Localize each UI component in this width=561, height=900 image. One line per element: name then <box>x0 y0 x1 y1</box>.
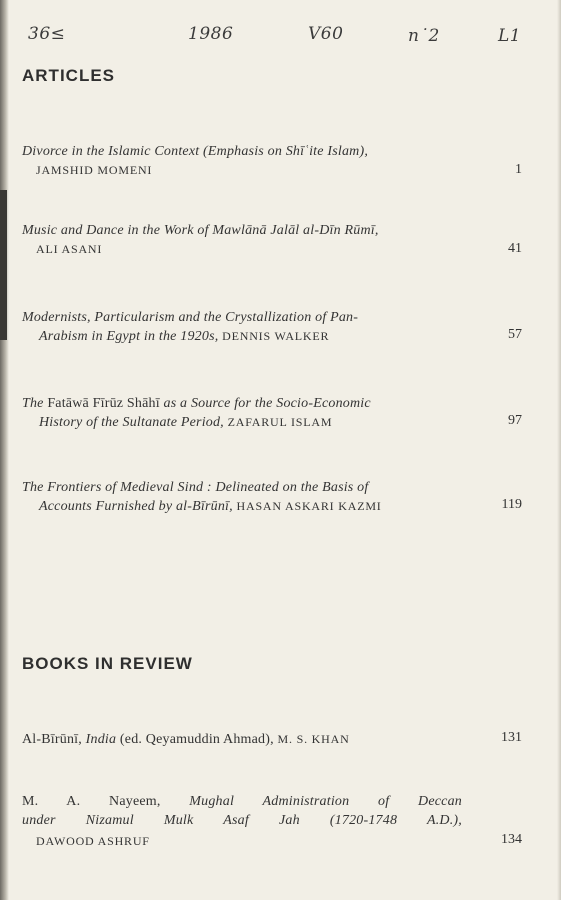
review-author: DAWOOD ASHRUF <box>36 834 150 848</box>
article-entry <box>22 308 522 346</box>
article-author: ALI ASANI <box>36 242 103 256</box>
book-title: Mughal Administration of Deccan <box>189 794 462 809</box>
article-author: DENNIS WALKER <box>222 329 330 343</box>
articles-heading: ARTICLES <box>22 66 115 85</box>
page-number: 131 <box>501 730 522 745</box>
page-number: 41 <box>508 241 522 256</box>
page-number: 119 <box>501 497 522 512</box>
article-entry <box>22 478 522 516</box>
review-entry <box>22 792 522 849</box>
article-author: JAMSHID MOMENI <box>36 163 153 177</box>
handwritten-note: n˙2 <box>408 26 440 46</box>
page-number: 97 <box>508 413 522 428</box>
review-title: M. A. Nayeem, Mughal Administration of Deccan under Nizamul Mulk Asaf Jah (1720-1748 A.D.), <box>22 794 462 828</box>
work-title-roman: Fatāwā Fīrūz Shāhī <box>47 396 160 411</box>
page-binding-dark-mark <box>0 190 7 340</box>
article-entry <box>22 394 522 432</box>
article-title: Divorce in the Islamic Context (Emphasis on Shīʿite Islam), <box>22 144 369 159</box>
book-title: India <box>85 732 117 747</box>
handwritten-note: 1986 <box>188 24 234 44</box>
article-author: ZAFARUL ISLAM <box>227 415 333 429</box>
article-title: The Frontiers of Medieval Sind : Delineated on the Basis of Accounts Furnished by al-Bīrūnī, HASAN ASKARI KAZMI <box>22 480 382 514</box>
article-author: HASAN ASKARI KAZMI <box>236 499 382 513</box>
books-in-review-heading: BOOKS IN REVIEW <box>22 654 193 673</box>
handwritten-note: V60 <box>308 24 344 44</box>
article-entry <box>22 142 522 178</box>
article-title: Modernists, Particularism and the Crystallization of Pan- Arabism in Egypt in the 1920s, DENNIS WALKER <box>22 310 359 344</box>
review-title: Al-Bīrūnī, India (ed. Qeyamuddin Ahmad), M. S. KHAN <box>22 732 350 747</box>
review-entry <box>22 730 522 749</box>
page-number: 57 <box>508 327 522 342</box>
book-title: under Nizamul Mulk Asaf Jah (1720-1748 A.D.), <box>22 813 462 828</box>
page-number: 134 <box>501 832 522 847</box>
handwritten-note: L1 <box>498 26 522 46</box>
article-entry <box>22 221 522 257</box>
article-title: Music and Dance in the Work of Mawlānā Jalāl al-Dīn Rūmī, <box>22 223 379 238</box>
handwritten-note: 36≤ <box>28 24 66 44</box>
page-number: 1 <box>515 162 522 177</box>
review-author: M. S. KHAN <box>277 732 350 746</box>
article-title: The Fatāwā Fīrūz Shāhī as a Source for the Socio-Economic History of the Sultanate Period, ZAFARUL ISLAM <box>22 396 371 430</box>
page-binding-shadow <box>0 0 9 900</box>
page-edge-shadow <box>557 0 561 900</box>
